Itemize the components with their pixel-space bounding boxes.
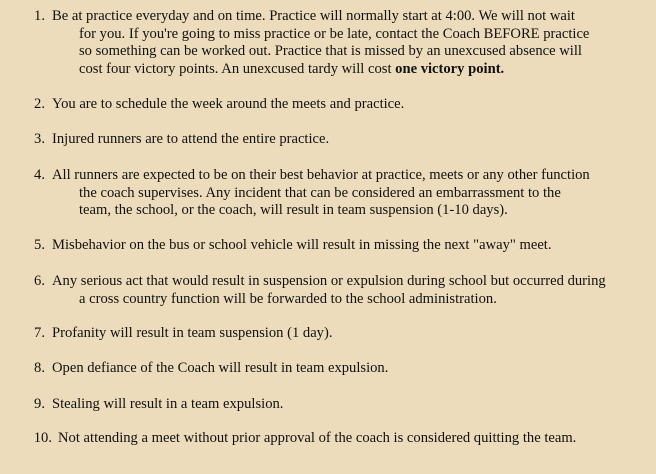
rule-item-3 [0,131,656,149]
rule-text-line: Profanity will result in team suspension (1 day). [52,325,333,341]
rule-item-1 [0,8,656,78]
rule-text-line: All runners are expected to be on their best behavior at practice, meets or any other function [52,167,590,183]
rule-text-line: You are to schedule the week around the meets and practice. [52,96,405,112]
rule-emphasis: one victory point. [395,60,505,77]
rule-text-line: so something can be worked out. Practice that is missed by an unexcused absence will [79,43,582,59]
rule-text-line: Misbehavior on the bus or school vehicle will result in missing the next "away" meet. [52,237,552,253]
rule-text-line: Stealing will result in a team expulsion. [52,396,284,412]
rule-item-5 [0,237,656,255]
rule-text-line: team, the school, or the coach, will result in team suspension (1-10 days). [79,202,508,218]
rule-number: 6. [34,273,45,289]
rule-number: 7. [34,325,45,341]
rule-item-2 [0,96,656,114]
rule-item-10 [0,430,656,448]
rule-text-fragment: cost four victory points. An unexcused tardy will cost [79,60,396,77]
rule-item-8 [0,360,656,378]
rule-item-4 [0,167,656,220]
rule-number: 8. [34,360,45,376]
rule-item-6 [0,273,656,308]
rule-text-line: Be at practice everyday and on time. Practice will normally start at 4:00. We will not wait [52,8,575,24]
rule-text-line: Injured runners are to attend the entire practice. [52,131,330,147]
rule-text-line: for you. If you're going to miss practice or be late, contact the Coach BEFORE practice [79,25,590,42]
rule-number: 5. [34,237,45,253]
rule-number: 3. [34,131,45,147]
rule-item-7 [0,325,656,343]
rule-number: 10. [33,430,52,446]
rule-number: 1. [34,8,45,24]
rule-text-line: Any serious act that would result in suspension or expulsion during school but occurred during [52,273,606,289]
rule-number: 2. [34,96,45,112]
rule-item-9 [0,396,656,414]
rule-text-line [79,61,656,79]
rule-text-line: a cross country function will be forwarded to the school administration. [79,290,497,307]
rule-text-line: the coach supervises. Any incident that can be considered an embarrassment to the [79,184,561,201]
rule-number: 4. [34,167,45,183]
rule-text-line: Open defiance of the Coach will result in team expulsion. [52,360,389,376]
rule-text-line: Not attending a meet without prior approval of the coach is considered quitting the team. [58,430,577,446]
rule-number: 9. [34,396,45,412]
